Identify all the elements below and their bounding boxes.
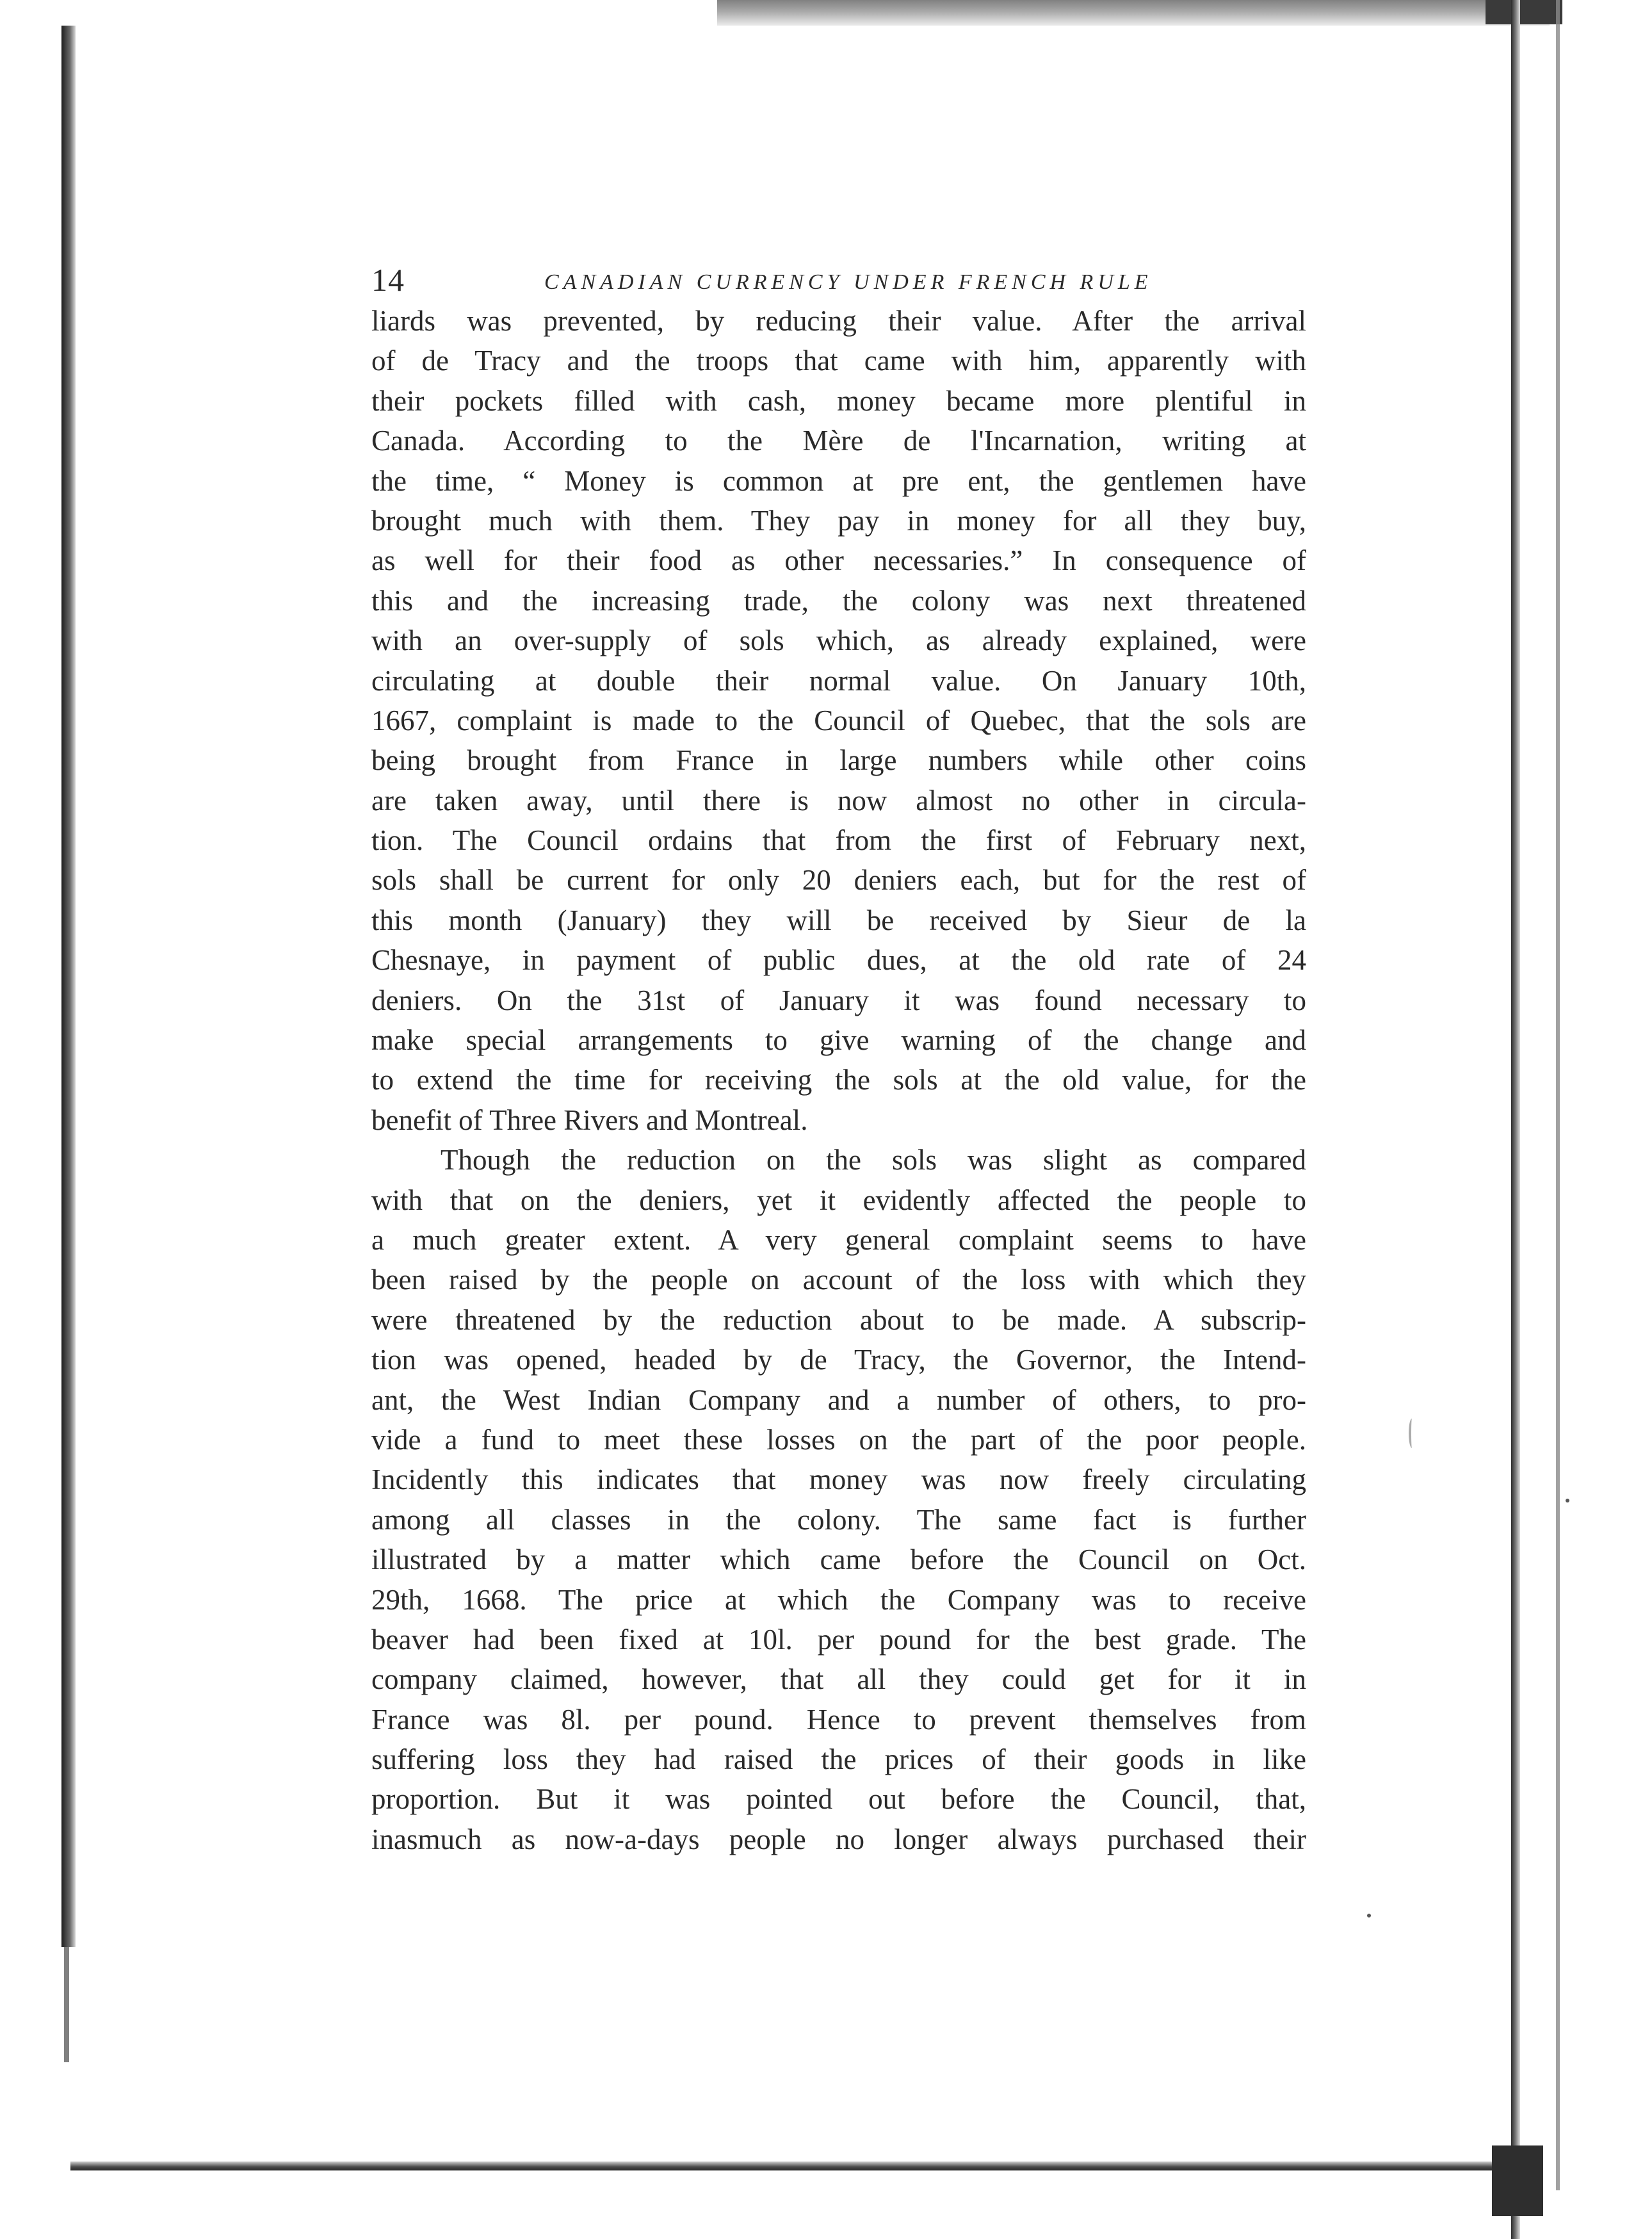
text-line: Canada. According to the Mère de l'Incarnation, writing at — [371, 425, 1306, 457]
page-number: 14 — [371, 262, 405, 298]
text-line: Incidently this indicates that money was now freely circulating — [371, 1463, 1306, 1496]
text-line: with an over-supply of sols which, as already explained, were — [371, 624, 1306, 657]
text-line: beaver had been fixed at 10l. per pound for the best grade. The — [371, 1623, 1306, 1656]
running-title: CANADIAN CURRENCY UNDER FRENCH RULE — [544, 270, 1153, 294]
text-line: inasmuch as now-a-days people no longer always purchased their — [371, 1823, 1306, 1855]
text-line: as well for their food as other necessaries.” In consequence of — [371, 544, 1306, 577]
text-line: the time, “ Money is common at pre ent, the gentlemen have — [371, 464, 1306, 497]
text-line: 29th, 1668. The price at which the Company was to receive — [371, 1583, 1306, 1616]
text-line: being brought from France in large numbers while other coins — [371, 744, 1306, 777]
scan-edge-right — [1511, 0, 1520, 2239]
text-line: tion was opened, headed by de Tracy, the Governor, the Intend- — [371, 1344, 1306, 1376]
text-line: their pockets filled with cash, money became more plentiful in — [371, 384, 1306, 417]
text-line: company claimed, however, that all they could get for it in — [371, 1663, 1306, 1696]
text-line: with that on the deniers, yet it evidently affected the people to — [371, 1184, 1306, 1216]
text-line: deniers. On the 31st of January it was found necessary to — [371, 984, 1306, 1016]
paragraph-1 — [371, 301, 1306, 1140]
text-line: vide a fund to meet these losses on the part of the poor people. — [371, 1423, 1306, 1456]
scan-edge-left — [61, 26, 76, 1947]
paragraph-2 — [371, 1140, 1306, 1859]
scan-speck — [1566, 1499, 1569, 1502]
text-line: are taken away, until there is now almost no other in circula- — [371, 784, 1306, 817]
text-line: suffering loss they had raised the prices of their goods in like — [371, 1743, 1306, 1776]
scan-edge-right-outer — [1556, 0, 1560, 2190]
text-line: illustrated by a matter which came before the Council on Oct. — [371, 1543, 1306, 1576]
scan-smudge — [1409, 1419, 1415, 1448]
text-line: this month (January) they will be received by Sieur de la — [371, 904, 1306, 936]
text-line: Chesnaye, in payment of public dues, at the old rate of 24 — [371, 944, 1306, 977]
text-line: liards was prevented, by reducing their value. After the arrival — [371, 305, 1306, 337]
text-line: brought much with them. They pay in money for all they buy, — [371, 504, 1306, 537]
text-line: 1667, complaint is made to the Council of Quebec, that the sols are — [371, 704, 1306, 737]
text-line: make special arrangements to give warning of the change and — [371, 1024, 1306, 1057]
text-line: of de Tracy and the troops that came with him, apparently with — [371, 345, 1306, 377]
text-line: tion. The Council ordains that from the first of February next, — [371, 824, 1306, 857]
scan-edge-top — [717, 0, 1550, 26]
text-line: circulating at double their normal value. On January 10th, — [371, 664, 1306, 697]
scan-clip-top — [1486, 0, 1562, 24]
text-line: sols shall be current for only 20 deniers each, but for the rest of — [371, 864, 1306, 897]
text-line: to extend the time for receiving the sols at the old value, for the — [371, 1064, 1306, 1096]
text-line: benefit of Three Rivers and Montreal. — [371, 1103, 808, 1136]
text-line: ant, the West Indian Company and a number of others, to pro- — [371, 1383, 1306, 1416]
text-line: this and the increasing trade, the colony was next threatened — [371, 584, 1306, 617]
scan-speck — [1367, 1914, 1371, 1917]
text-line: a much greater extent. A very general complaint seems to have — [371, 1223, 1306, 1256]
text-line: among all classes in the colony. The same fact is further — [371, 1503, 1306, 1536]
book-page — [371, 256, 1306, 1859]
text-line: France was 8l. per pound. Hence to prevent themselves from — [371, 1703, 1306, 1736]
scan-edge-bottom — [70, 2162, 1511, 2170]
scan-corner-bottom-right — [1492, 2145, 1543, 2216]
text-line: been raised by the people on account of the loss with which they — [371, 1264, 1306, 1296]
text-line: were threatened by the reduction about to be made. A subscrip- — [371, 1303, 1306, 1336]
text-line: Though the reduction on the sols was slight as compared — [441, 1144, 1306, 1176]
running-head — [371, 256, 1306, 301]
text-line: proportion. But it was pointed out before the Council, that, — [371, 1783, 1306, 1816]
